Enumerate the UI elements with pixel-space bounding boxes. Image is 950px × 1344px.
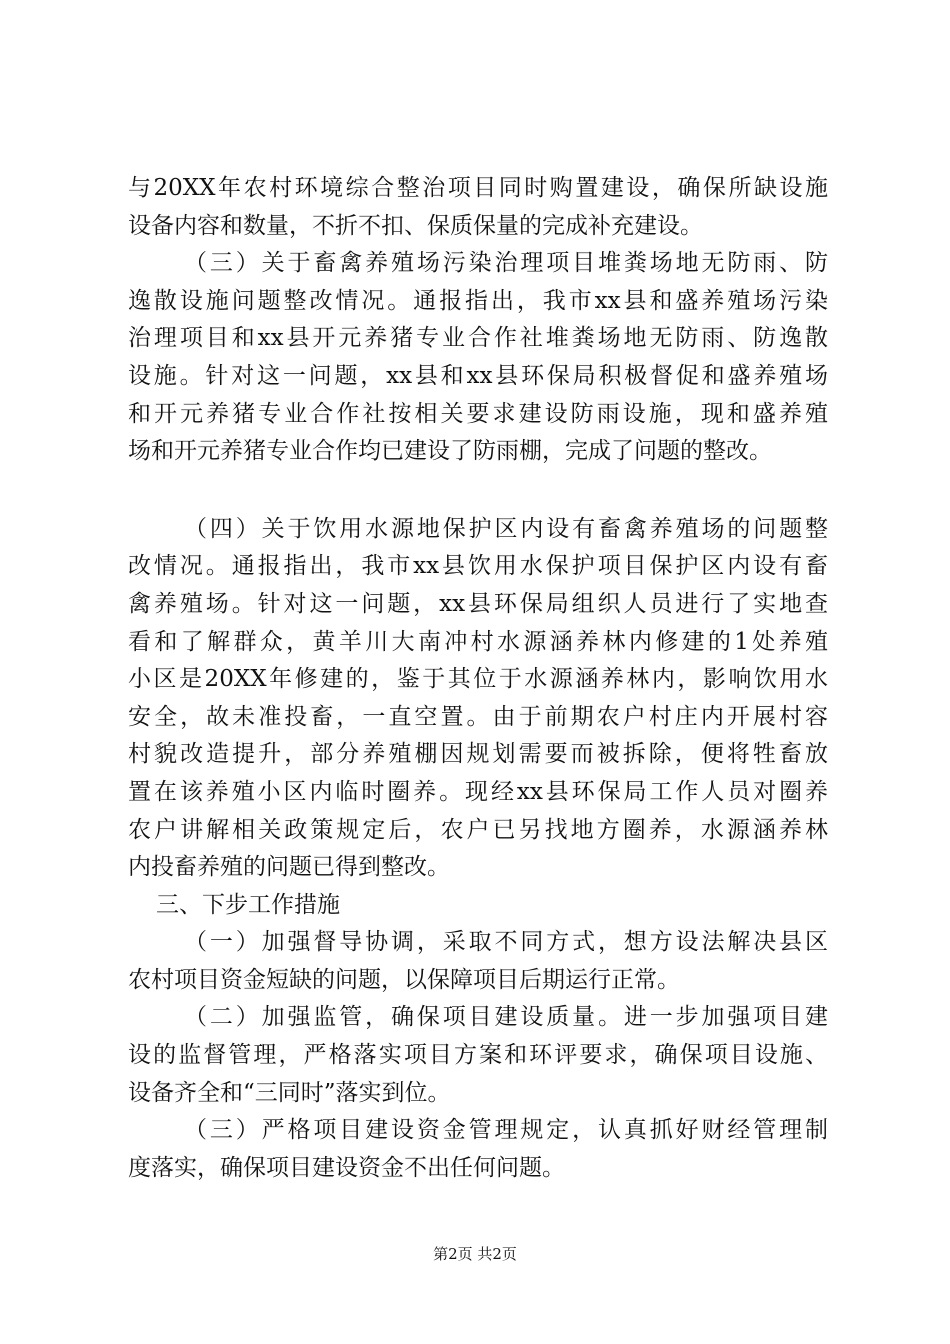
text-line: 设施。针对这一问题，xx县和xx县环保局积极督促和盛养殖场 [128,362,828,389]
text-line: 农户讲解相关政策规定后，农户已另找地方圈养，水源涵养林 [128,816,828,843]
text-line: 置在该养殖小区内临时圈养。现经xx县环保局工作人员对圈养 [128,778,828,805]
text-line: 与20XX年农村环境综合整治项目同时购置建设，确保所缺设施 [128,175,828,201]
text-line: 逸散设施问题整改情况。通报指出，我市xx县和盛养殖场污染 [128,287,828,314]
text-line: 农村项目资金短缺的问题，以保障项目后期运行正常。 [128,966,680,993]
text-line: （三）严格项目建设资金管理规定，认真抓好财经管理制 [184,1117,828,1144]
text-line: 禽养殖场。针对这一问题，xx县环保局组织人员进行了实地查 [128,590,828,617]
text-line: 度落实，确保项目建设资金不出任何问题。 [128,1154,565,1181]
page-number: 第2页 共2页 [433,1245,517,1263]
text-line: 看和了解群众，黄羊川大南冲村水源涵养林内修建的1处养殖 [128,628,828,655]
text-line: 安全，故未准投畜，一直空置。由于前期农户村庄内开展村容 [128,703,828,730]
paragraph-3 [128,511,828,887]
text-line: 治理项目和xx县开元养猪专业合作社堆粪场地无防雨、防逸散 [128,325,828,352]
text-line: （二）加强监管，确保项目建设质量。进一步加强项目建 [184,1004,828,1031]
paragraph-2 [128,245,828,471]
text-line: 小区是20XX年修建的，鉴于其位于水源涵养林内，影响饮用水 [128,666,828,693]
paragraph-4 [128,924,828,999]
text-line: 内投畜养殖的问题已得到整改。 [128,854,450,881]
text-line: 设备齐全和“三同时”落实到位。 [128,1079,451,1106]
paragraph-1 [128,170,828,245]
text-line: （三）关于畜禽养殖场污染治理项目堆粪场地无防雨、防 [184,250,828,277]
paragraph-5 [128,999,828,1112]
text-line: 设的监督管理，严格落实项目方案和环评要求，确保项目设施、 [128,1042,828,1069]
document-body [128,170,828,1187]
section-heading: 三、下步工作措施 [156,891,340,918]
text-line: 村貌改造提升，部分养殖棚因规划需要而被拆除，便将牲畜放 [128,741,828,768]
paragraph-6 [128,1112,828,1187]
page-footer [0,1244,950,1264]
text-line: 设备内容和数量，不折不扣、保质保量的完成补充建设。 [128,212,703,239]
text-line: 改情况。通报指出，我市xx县饮用水保护项目保护区内设有畜 [128,553,828,580]
text-line: 场和开元养猪专业合作均已建设了防雨棚，完成了问题的整改。 [128,438,772,465]
paragraph-spacer [128,471,828,511]
text-line: （四）关于饮用水源地保护区内设有畜禽养殖场的问题整 [184,515,828,542]
text-line: 和开元养猪专业合作社按相关要求建设防雨设施，现和盛养殖 [128,400,828,427]
text-line: （一）加强督导协调，采取不同方式，想方设法解决县区 [184,929,828,956]
